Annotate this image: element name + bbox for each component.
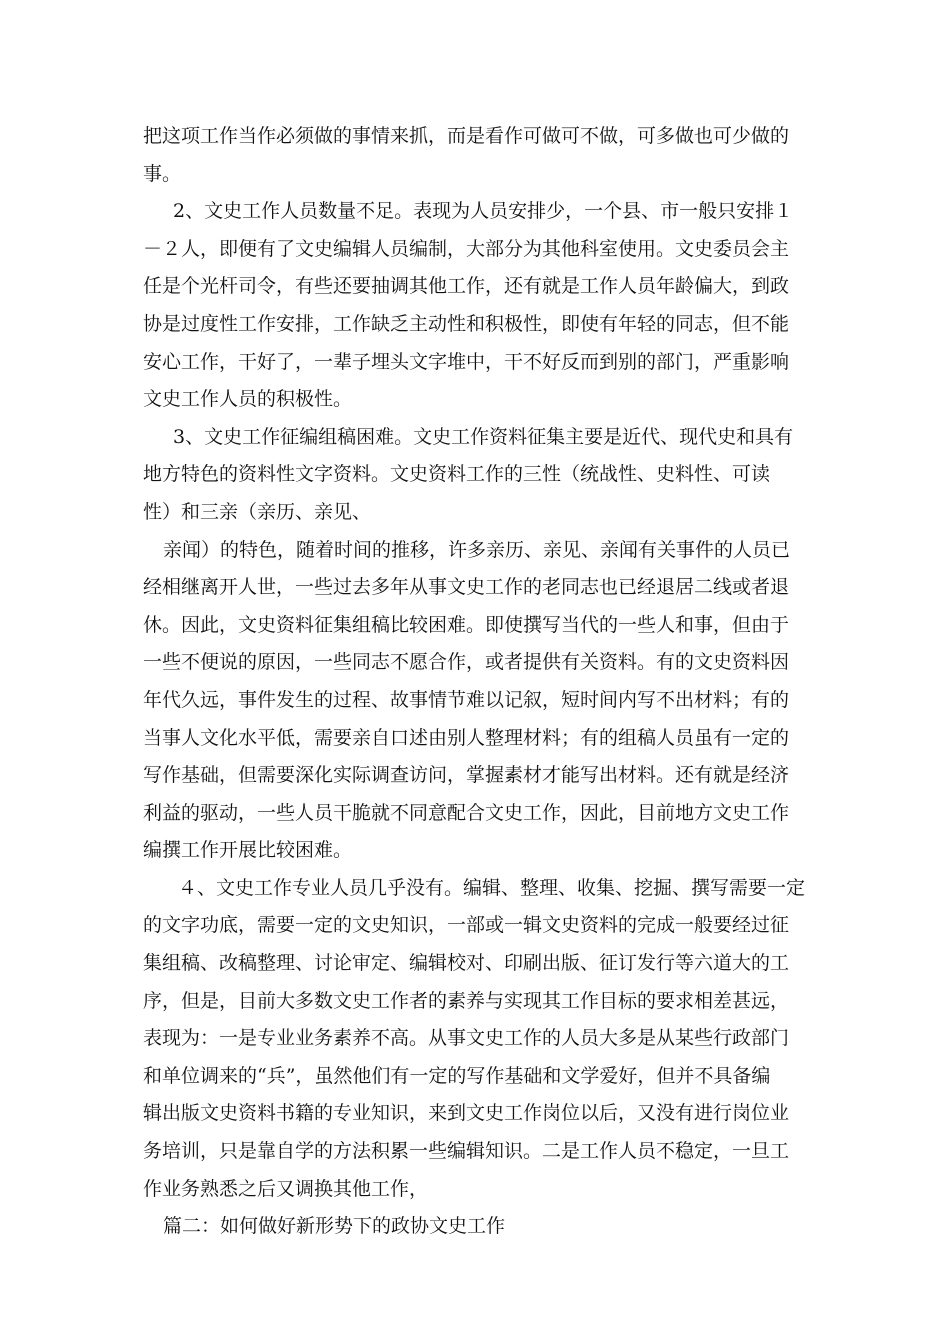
text-line: 表现为：一是专业业务素养不高。从事文史工作的人员大多是从某些行政部门 <box>143 1027 790 1050</box>
text-line: 任是个光杆司令，有些还要抽调其他工作，还有就是工作人员年龄偏大，到政 <box>143 275 790 298</box>
paragraph-start-line: 2、文史工作人员数量不足。表现为人员安排少，一个县、市一般只安排１ <box>173 200 794 223</box>
paragraph-start-line: 3、文史工作征编组稿困难。文史工作资料征集主要是近代、现代史和具有 <box>173 425 794 448</box>
text-line: 休。因此，文史资料征集组稿比较困难。即使撰写当代的一些人和事，但由于 <box>143 613 790 636</box>
text-line: 务培训，只是靠自学的方法积累一些编辑知识。二是工作人员不稳定，一旦工 <box>143 1140 790 1163</box>
text-line: 亲闻）的特色，随着时间的推移，许多亲历、亲见、亲闻有关事件的人员已 <box>163 538 791 561</box>
text-line: 序，但是，目前大多数文史工作者的素养与实现其工作目标的要求相差甚远， <box>143 989 790 1012</box>
text-line: 作业务熟悉之后又调换其他工作， <box>143 1177 429 1200</box>
text-line: 一些不便说的原因，一些同志不愿合作，或者提供有关资料。有的文史资料因 <box>143 651 790 674</box>
text-line: 和单位调来的“兵”，虽然他们有一定的写作基础和文学爱好，但并不具备编 <box>143 1064 771 1087</box>
text-line: 当事人文化水平低，需要亲自口述由别人整理材料；有的组稿人员虽有一定的 <box>143 726 790 749</box>
paragraph-start-line: ４、文史工作专业人员几乎没有。编辑、整理、收集、挖掘、撰写需要一定 <box>178 876 806 899</box>
text-line: 事。 <box>143 162 182 185</box>
text-line: 协是过度性工作安排，工作缺乏主动性和积极性，即使有年轻的同志，但不能 <box>143 312 790 335</box>
text-line: 把这项工作当作必须做的事情来抓，而是看作可做可不做，可多做也可少做的 <box>143 125 790 147</box>
document-body <box>143 118 808 1246</box>
text-line: 集组稿、改稿整理、讨论审定、编辑校对、印刷出版、征订发行等六道大的工 <box>143 952 790 975</box>
text-line: 文史工作人员的积极性。 <box>143 388 353 411</box>
section-heading: 篇二：如何做好新形势下的政协文史工作 <box>163 1215 506 1238</box>
text-line: 编撰工作开展比较困难。 <box>143 839 353 862</box>
text-line: 安心工作，干好了，一辈子埋头文字堆中，干不好反而到别的部门，严重影响 <box>143 350 790 373</box>
text-line: 年代久远，事件发生的过程、故事情节难以记叙，短时间内写不出材料；有的 <box>143 688 790 711</box>
text-line: 地方特色的资料性文字资料。文史资料工作的三性（统战性、史料性、可读 <box>143 463 771 486</box>
text-line: －２人，即便有了文史编辑人员编制，大部分为其他科室使用。文史委员会主 <box>143 237 790 260</box>
text-line: 经相继离开人世，一些过去多年从事文史工作的老同志也已经退居二线或者退 <box>143 576 790 599</box>
text-line: 性）和三亲（亲历、亲见、 <box>143 500 372 523</box>
text-line: 写作基础，但需要深化实际调查访问，掌握素材才能写出材料。还有就是经济 <box>143 764 790 787</box>
text-line: 辑出版文史资料书籍的专业知识，来到文史工作岗位以后，又没有进行岗位业 <box>143 1102 790 1125</box>
text-line: 的文字功底，需要一定的文史知识，一部或一辑文史资料的完成一般要经过征 <box>143 914 790 937</box>
text-line: 利益的驱动，一些人员干脆就不同意配合文史工作，因此，目前地方文史工作 <box>143 801 790 824</box>
